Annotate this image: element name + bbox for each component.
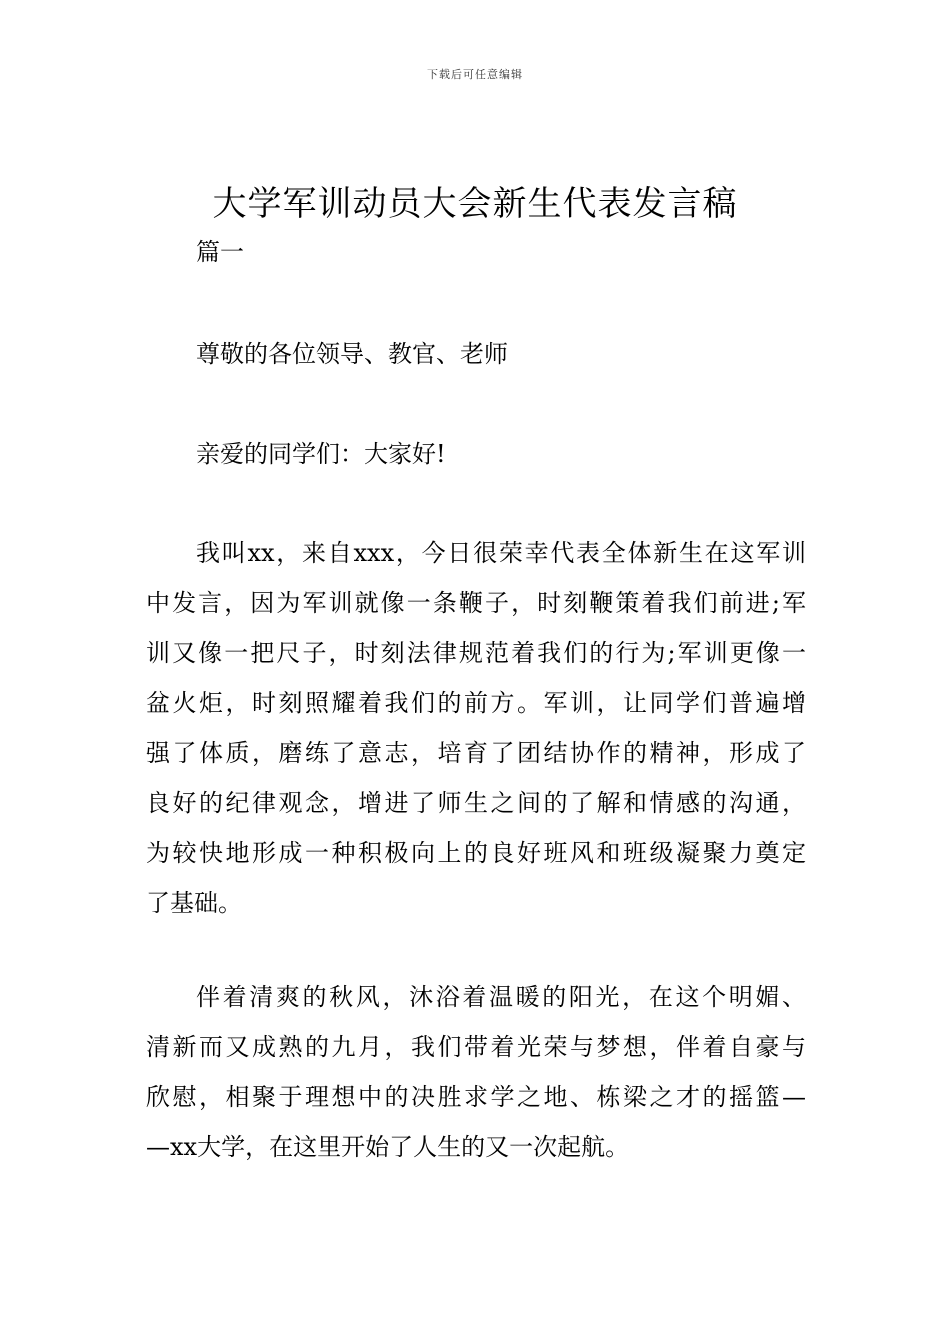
paragraph-1	[146, 528, 806, 928]
paragraph-line: 清新而又成熟的九月，我们带着光荣与梦想，伴着自豪与	[146, 1033, 806, 1061]
salutation-leaders: 尊敬的各位领导、教官、老师	[196, 340, 508, 368]
paragraph-line: 了基础。	[146, 889, 242, 917]
salutation-classmates: 亲爱的同学们：大家好!	[196, 440, 446, 468]
paragraph-line: 伴着清爽的秋风，沐浴着温暖的阳光，在这个明媚、	[196, 983, 806, 1011]
paragraph-line: 训又像一把尺子，时刻法律规范着我们的行为;军训更像一	[146, 639, 806, 667]
paragraph-line: 中发言，因为军训就像一条鞭子，时刻鞭策着我们前进;军	[146, 589, 806, 617]
header-note: 下载后可任意编辑	[427, 68, 523, 81]
paragraph-line: 盆火炬，时刻照耀着我们的前方。军训，让同学们普遍增	[146, 689, 806, 717]
paragraph-2	[146, 972, 806, 1172]
paragraph-line: 强了体质，磨练了意志，培育了团结协作的精神，形成了	[146, 739, 806, 767]
document-title: 大学军训动员大会新生代表发言稿	[212, 184, 738, 224]
paragraph-line: 欣慰，相聚于理想中的决胜求学之地、栋梁之才的摇篮—	[146, 1083, 806, 1111]
paragraph-line: 为较快地形成一种积极向上的良好班风和班级凝聚力奠定	[146, 839, 806, 867]
paragraph-line: 良好的纪律观念，增进了师生之间的了解和情感的沟通，	[146, 789, 806, 817]
paragraph-line: 我叫xx，来自xxx，今日很荣幸代表全体新生在这军训	[196, 539, 806, 567]
section-label: 篇一	[196, 238, 244, 266]
paragraph-line: —xx大学，在这里开始了人生的又一次起航。	[146, 1133, 630, 1161]
